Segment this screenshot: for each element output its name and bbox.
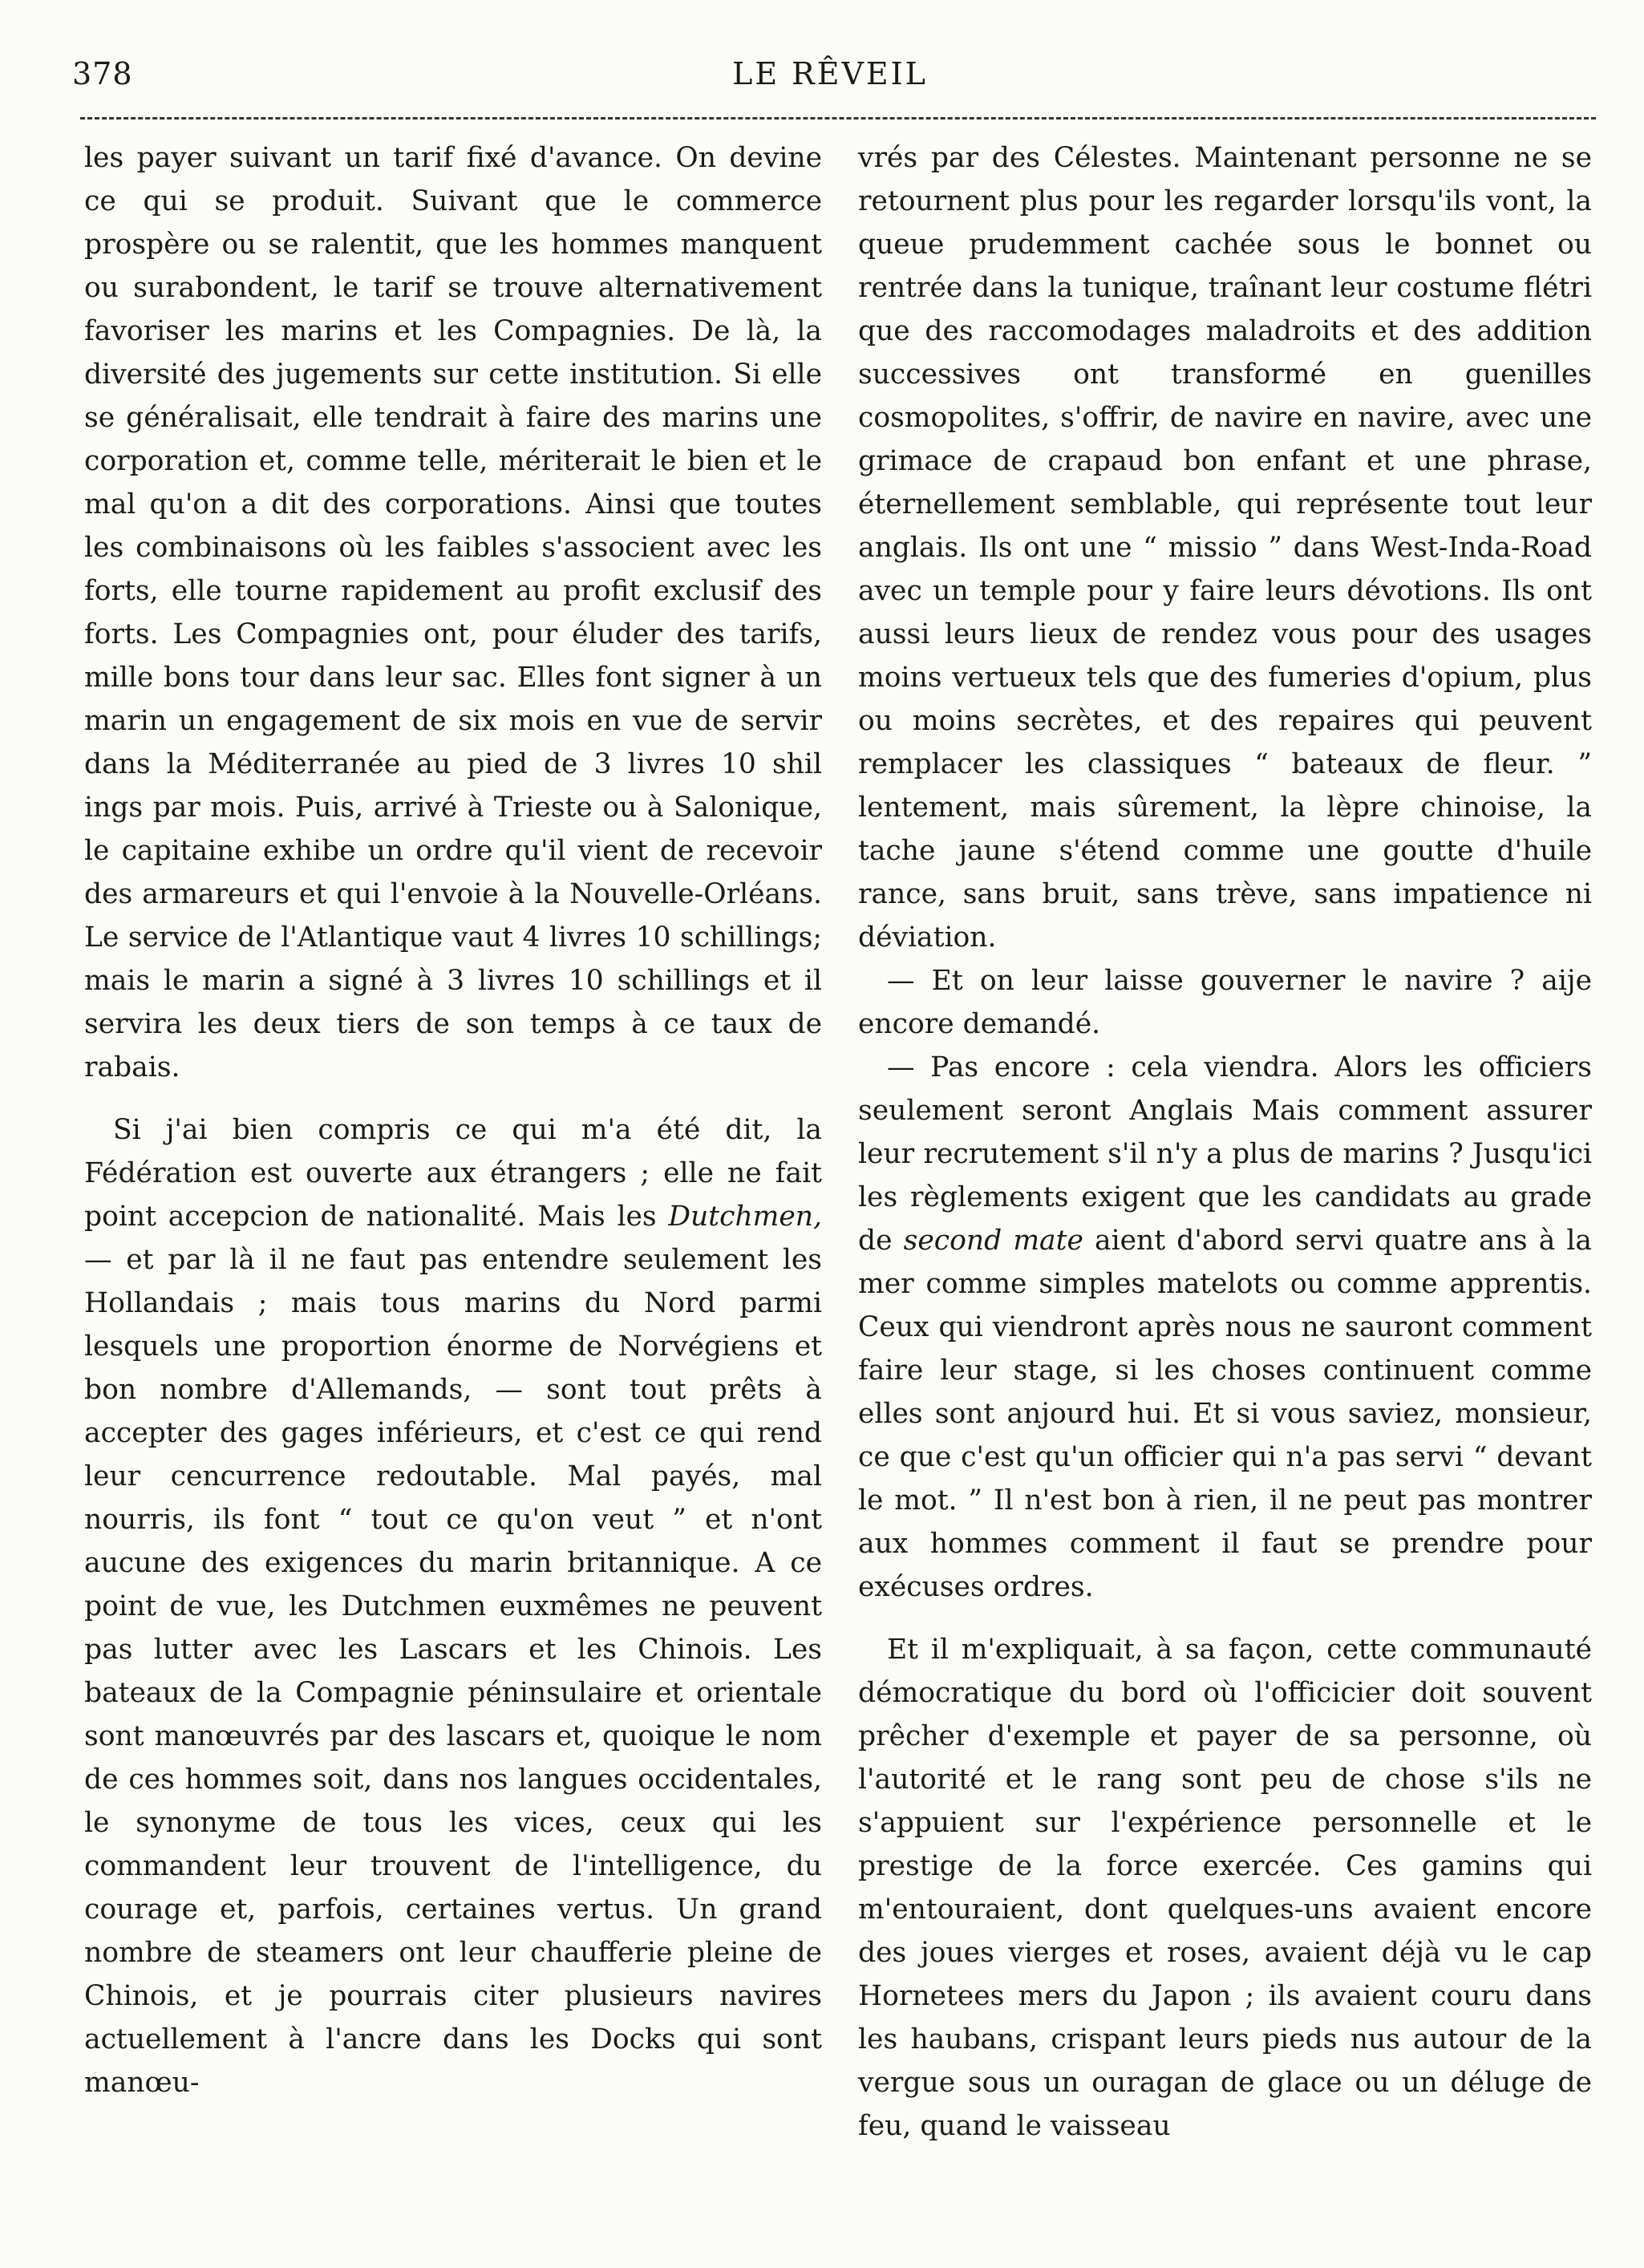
- left-paragraph-2: [84, 1108, 822, 2104]
- right-column: [858, 136, 1592, 2148]
- right-paragraph-4: Et il m'expliquait, à sa façon, cette communauté démocratique du bord où l'officicier doit souvent prêcher d'exemple et payer de sa personne, où l'autorité et le rang sont peu de chose s'ils ne s'appuient sur l'expérience personnelle et le prestige de la force exercée. Ces gamins qui m'entouraient, dont quelques-uns avaient encore des joues vierges et roses, avaient déjà vu le cap Hornetees mers du Japon ; ils avaient couru dans les haubans, crispant leurs pieds nus autour de la vergue sous un ouragan de glace ou un déluge de feu, quand le vaisseau: [858, 1634, 1592, 2142]
- left-column: [84, 136, 822, 2104]
- right-paragraph-1: vrés par des Célestes. Maintenant personne ne se retournent plus pour les regarder lorsqu'ils vont, la queue prudemment cachée sous le bonnet ou rentrée dans la tunique, traînant leur costume flétri que des raccomodages maladroits et des addition successives ont transformé en guenilles cosmopolites, s'offrir, de navire en navire, avec une grimace de crapaud bon enfant et une phrase, éternellement semblable, qui représente tout leur anglais. Ils ont une “ missio ” dans West-Inda-Road avec un temple pour y faire leurs dévotions. Ils ont aussi leurs lieux de rendez vous pour des usages moins vertueux tels que des fumeries d'opium, plus ou moins secrètes, et des repaires qui peuvent remplacer les classiques “ bateaux de fleur. ” lentement, mais sûrement, la lèpre chinoise, la tache jaune s'étend comme une goutte d'huile rance, sans bruit, sans trève, sans impatience ni déviation.: [858, 142, 1592, 954]
- page-number: 378: [72, 56, 133, 91]
- right-paragraph-3-text-b: aient d'abord servi quatre ans à la mer comme simples matelots ou comme apprentis. Ceux qui viendront après nous ne sauront comment faire leur stage, si les choses continuent comme elles sont anjourd hui. Et si vous saviez, monsieur, ce que c'est qu'un officier qui n'a pas servi “ devant le mot. ” Il n'est bon à rien, il ne peut pas montrer aux hommes comment il faut se prendre pour exécuses ordres.: [858, 1225, 1593, 1603]
- dutchmen-italic: Dutchmen,: [668, 1201, 822, 1233]
- right-paragraph-3-text-a: — Pas encore : cela viendra. Alors les officiers seulement seront Anglais Mais comment assurer leur recrutement s'il n'y a plus de marins ? Jusqu'ici les règlements exigent que les candidats au grade de: [858, 1051, 1592, 1257]
- left-paragraph-2-text-a: Si j'ai bien compris ce qui m'a été dit, la Fédération est ouverte aux étrangers ; elle ne fait point accepcion de nationalité. Mais les: [84, 1114, 822, 1233]
- header-divider: [80, 117, 1596, 119]
- left-paragraph-1: les payer suivant un tarif fixé d'avance. On devine ce qui se produit. Suivant que le commerce prospère ou se ralentit, que les hommes manquent ou surabondent, le tarif se trouve alternativement favoriser les marins et les Compagnies. De là, la diversité des jugements sur cette institution. Si elle se généralisait, elle tendrait à faire des marins une corporation et, comme telle, mériterait le bien et le mal qu'on a dit des corporations. Ainsi que toutes les combinaisons où les faibles s'associent avec les forts, elle tourne rapidement au profit exclusif des forts. Les Compagnies ont, pour éluder des tarifs, mille bons tour dans leur sac. Elles font signer à un marin un engagement de six mois en vue de servir dans la Méditerranée au pied de 3 livres 10 shil ings par mois. Puis, arrivé à Trieste ou à Salonique, le capitaine exhibe un ordre qu'il vient de recevoir des armareurs et qui l'envoie à la Nouvelle-Orléans. Le service de l'Atlantique vaut 4 livres 10 schillings; mais le marin a signé à 3 livres 10 schillings et il servira les deux tiers de son temps à ce taux de rabais.: [84, 142, 822, 1083]
- second-mate-italic: second mate: [903, 1225, 1083, 1257]
- left-paragraph-2-text-b: — et par là il ne faut pas entendre seulement les Hollandais ; mais tous marins du Nord parmi lesquels une proportion énorme de Norvégiens et bon nombre d'Allemands, — sont tout prêts à accepter des gages inférieurs, et c'est ce qui rend leur cencurrence redoutable. Mal payés, mal nourris, ils font “ tout ce qu'on veut ” et n'ont aucune des exigences du marin britannique. A ce point de vue, les Dutchmen euxmêmes ne peuvent pas lutter avec les Lascars et les Chinois. Les bateaux de la Compagnie péninsulaire et orientale sont manœuvrés par des lascars et, quoique le nom de ces hommes soit, dans nos langues occidentales, le synonyme de tous les vices, ceux qui les commandent leur trouvent de l'intelligence, du courage et, parfois, certaines vertus. Un grand nombre de steamers ont leur chaufferie pleine de Chinois, et je pourrais citer plusieurs navires actuellement à l'ancre dans les Docks qui sont manœu-: [84, 1244, 822, 2099]
- running-title: LE RÊVEIL: [732, 56, 928, 91]
- right-paragraph-3: [858, 1046, 1592, 1609]
- page-header: [72, 56, 1588, 112]
- right-paragraph-2: — Et on leur laisse gouverner le navire ? aije encore demandé.: [858, 965, 1592, 1040]
